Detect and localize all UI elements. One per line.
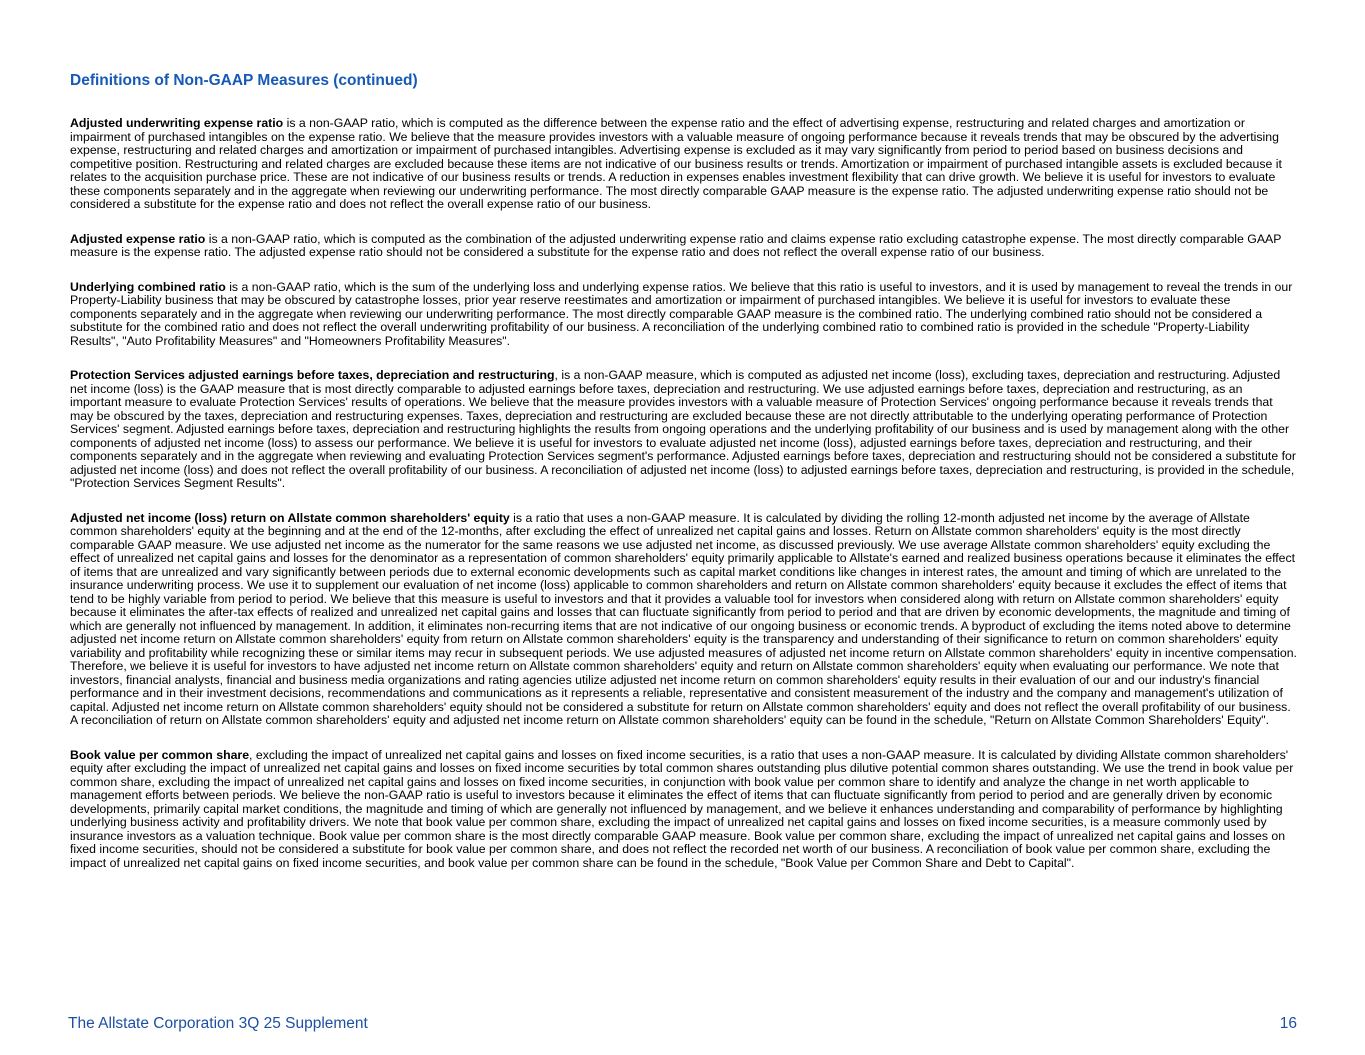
definition-text: , is a non-GAAP measure, which is computed as adjusted net income (loss), excluding taxes, depreciation and restructuring. Adjusted net income (loss) is the GAAP measure that is most directly comparable to adjusted earnings before taxes, depreciation and restructuring. We use adjusted earnings before taxes, depreciation and restructuring, as an important measure to evaluate Protection Services' results of operations. We believe that the measure provides investors with a valuable measure of Protection Services' ongoing performance because it reveals trends that may be obscured by the taxes, depreciation and restructuring expenses. Taxes, depreciation and restructuring are excluded because these are not directly attributable to the underlying operating performance of Protection Services' segment. Adjusted earnings before taxes, depreciation and restructuring highlights the results from ongoing operations and the underlying profitability of our business and is used by management along with the other components of adjusted net income (loss) to assess our performance. We believe it is useful for investors to evaluate adjusted net income (loss), adjusted earnings before taxes, depreciation and restructuring, and their components separately and in the aggregate when reviewing and evaluating Protection Services segment's performance. Adjusted earnings before taxes, depreciation and restructuring should not be considered a substitute for adjusted net income (loss) and does not reflect the overall profitability of our business. A reconciliation of adjusted net income (loss) to adjusted earnings before taxes, depreciation and restructuring, is provided in the schedule, "Protection Services Segment Results". (70, 368, 1296, 490)
definition-term: Adjusted net income (loss) return on Allstate common shareholders' equity (70, 510, 510, 525)
definition-text: is a non-GAAP ratio, which is computed as the combination of the adjusted underwriting expense ratio and claims expense ratio excluding catastrophe expense. The most directly comparable GAAP measure is the expense ratio. The adjusted expense ratio should not be considered a substitute for the expense ratio and does not reflect the overall expense ratio of our business. (70, 231, 1282, 259)
definition-term: Protection Services adjusted earnings before taxes, depreciation and restructuring (70, 368, 555, 382)
definition-term: Adjusted expense ratio (70, 231, 206, 246)
definition-text: is a non-GAAP ratio, which is computed as the difference between the expense ratio and the effect of advertising expense, restructuring and related charges and amortization or impairment of purchased intangibles on the expense ratio. We believe that the measure provides investors with a valuable measure of ongoing performance because it reveals trends that may be obscured by the advertising expense, restructuring and related charges and amortization or impairment of purchased intangibles. Advertising expense is excluded as it may vary significantly from period to period based on business decisions and competitive position. Restructuring and related charges are excluded because these items are not indicative of our business results or trends. Amortization or impairment of purchased intangible assets is excluded because it relates to the acquisition purchase price. These are not indicative of our business results or trends. A reduction in expenses enables investment flexibility that can drive growth. We believe it is useful for investors to evaluate these components separately and in the aggregate when reviewing our underwriting performance. The most directly comparable GAAP measure is the expense ratio. The adjusted underwriting expense ratio should not be considered a substitute for the expense ratio and does not reflect the overall expense ratio of our business. (70, 116, 1282, 211)
definition-text: , excluding the impact of unrealized net capital gains and losses on fixed income securities, is a ratio that uses a non-GAAP measure. It is calculated by dividing Allstate common shareholders' equity after excluding the impact of unrealized net capital gains and losses on fixed income securities by total common shares outstanding plus dilutive potential common shares outstanding. We use the trend in book value per common share, excluding the impact of unrealized net capital gains and losses on fixed income securities, in conjunction with book value per common share to identify and analyze the change in net worth applicable to management efforts between periods. We believe the non-GAAP ratio is useful to investors because it eliminates the effect of items that can fluctuate significantly from period to period and are generally driven by economic developments, primarily capital market conditions, the magnitude and timing of which are generally not influenced by management, and we believe it enhances understanding and comparability of performance by highlighting underlying business activity and profitability drivers. We note that book value per common share, excluding the impact of unrealized net capital gains and losses on fixed income securities, is a measure commonly used by insurance investors as a valuation technique. Book value per common share is the most directly comparable GAAP measure. Book value per common share, excluding the impact of unrealized net capital gains and losses on fixed income securities, should not be considered a substitute for book value per common share, and does not reflect the recorded net worth of our business. A reconciliation of book value per common share, excluding the impact of unrealized net capital gains on fixed income securities, and book value per common share can be found in the schedule, "Book Value per Common Share and Debt to Capital". (70, 747, 1294, 870)
definition-paragraph-adjusted-expense-ratio (70, 233, 1297, 260)
footer-company-label: The Allstate Corporation 3Q 25 Supplement (68, 1015, 368, 1032)
definitions-section (70, 117, 1297, 870)
definition-term: Book value per common share (70, 747, 250, 762)
definition-paragraph-adjusted-net-income-return-on-equity (70, 512, 1297, 728)
definition-paragraph-protection-services-adjusted-earnings (70, 369, 1297, 491)
definition-paragraph-book-value-per-common-share (70, 749, 1297, 871)
page-footer (68, 1015, 1297, 1033)
page-title: Definitions of Non-GAAP Measures (continued) (70, 72, 418, 89)
definition-paragraph-underlying-combined-ratio (70, 281, 1297, 349)
definition-paragraph-adjusted-underwriting-expense-ratio (70, 117, 1297, 212)
definition-text: is a non-GAAP ratio, which is the sum of the underlying loss and underlying expense ratios. We believe that this ratio is useful to investors, and it is used by management to reveal the trends in our Property-Liability business that may be obscured by catastrophe losses, prior year reserve reestimates and amortization or impairment of purchased intangibles. We believe it is useful for investors to evaluate these components separately and in the aggregate when reviewing our underwriting performance. The most directly comparable GAAP measure is the combined ratio. The underlying combined ratio should not be considered a substitute for the combined ratio and does not reflect the overall underwriting profitability of our business. A reconciliation of the underlying combined ratio to combined ratio is provided in the schedule "Property-Liability Results", "Auto Profitability Measures" and "Homeowners Profitability Measures". (70, 279, 1293, 348)
definition-term: Adjusted underwriting expense ratio (70, 116, 284, 130)
definition-term: Underlying combined ratio (70, 279, 226, 294)
definition-text: is a ratio that uses a non-GAAP measure. It is calculated by dividing the rolling 12-month adjusted net income by the average of Allstate common shareholders' equity at the beginning and at the end of the 12-months, after excluding the effect of unrealized net capital gains and losses. Return on Allstate common shareholders' equity is the most directly comparable GAAP measure. We use adjusted net income as the numerator for the same reasons we use adjusted net income, as discussed previously. We use average Allstate common shareholders' equity excluding the effect of unrealized net capital gains and losses for the denominator as a representation of common shareholders' equity primarily applicable to Allstate's earned and realized business operations because it eliminates the effect of items that are unrealized and vary significantly between periods due to external economic developments such as capital market conditions like changes in interest rates, the amount and timing of which are unrelated to the insurance underwriting process. We use it to supplement our evaluation of net income (loss) applicable to common shareholders and return on Allstate common shareholders' equity because it excludes the effect of items that tend to be highly variable from period to period. We believe that this measure is useful to investors and that it provides a valuable tool for investors when considered along with return on Allstate common shareholders' equity because it eliminates the after-tax effects of realized and unrealized net capital gains and losses that can fluctuate significantly from period to period and that are driven by economic developments, the magnitude and timing of which are generally not influenced by management. In addition, it eliminates non-recurring items that are not indicative of our ongoing business or economic trends. A byproduct of excluding the items noted above to determine adjusted net income return on Allstate common shareholders' equity from return on Allstate common shareholders' equity is the transparency and understanding of their significance to return on common shareholders' equity variability and profitability while recognizing these or similar items may recur in subsequent periods. We use adjusted measures of adjusted net income return on Allstate common shareholders' equity in incentive compensation. Therefore, we believe it is useful for investors to have adjusted net income return on Allstate common shareholders' equity and return on Allstate common shareholders' equity when evaluating our performance. We note that investors, financial analysts, financial and business media organizations and rating agencies utilize adjusted net income return on common shareholders' equity results in their evaluation of our and our industry's financial performance and in their investment decisions, recommendations and communications as it represents a reliable, representative and consistent measurement of the industry and the company and management's utilization of capital. Adjusted net income return on Allstate common shareholders' equity should not be considered a substitute for return on Allstate common shareholders' equity and does not reflect the overall profitability of our business. A reconciliation of return on Allstate common shareholders' equity and adjusted net income return on Allstate common shareholders' equity can be found in the schedule, "Return on Allstate Common Shareholders' Equity". (70, 510, 1297, 727)
page-number: 16 (1279, 1015, 1297, 1032)
